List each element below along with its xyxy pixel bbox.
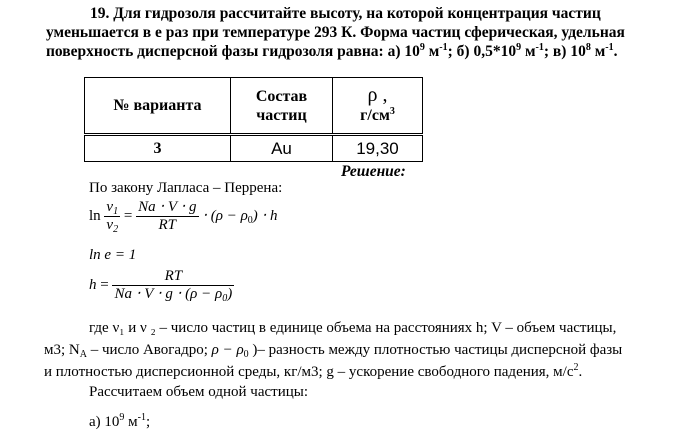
solution-label: Решение: [341,163,406,180]
header-density: ρ , $г/см^3$ [333,78,423,135]
calc-intro: Рассчитаем объем одной частицы: [89,384,309,400]
cell-composition: Au [231,135,333,162]
case-a: а) $10^9$ $м^{-1}$; [89,412,151,430]
cell-density: 19,30 [333,135,423,162]
explanation-line-1: где ν₁ и ν ₂ – число частиц в единице объема на расстояниях h; V – объем частицы, [89,320,617,336]
problem-line-3: поверхность дисперсной фазы гидрозоля равна: а) $10^9$ $м^{-1}$; б) $0,5*10^9$ $м^{-1}$; в) $10^8$ $м^{-1}$. [46,42,618,60]
formula-height: h = $\frac{RT}{Na \cdot V \cdot g \cdot (\rho - \rho_0)}$ [89,268,233,304]
explanation-line-2: м3; $N_A$ – число Авогадро; $\rho - \rho_0$ )– разность между плотностью частицы дисперсной фазы [44,342,623,360]
problem-line-2: уменьшается в е раз при температуре 293 К. Форма частиц сферическая, удельная [46,24,625,41]
formula-laplace-perrin: ln $\frac{\nu_1}{\nu_2}$ = $\frac{Na \cdot V \cdot g}{RT}$ ⋅ $(\rho - \rho_0) \cdot h$ [89,199,278,235]
table-header-row [85,78,423,135]
header-variant: № варианта [85,78,231,135]
law-intro: По закону Лапласа – Перрена: [89,180,283,196]
header-composition: Состав частиц [231,78,333,135]
cell-variant: 3 [85,135,231,162]
variant-table [84,77,423,162]
table-row [85,135,423,162]
formula-ln-e: ln e = 1 [89,247,137,263]
explanation-line-3: и плотностью дисперсионной среды, кг/м3; g – ускорение свободного падения, $м/с^2$. [44,362,583,380]
problem-line-1: 19. Для гидрозоля рассчитайте высоту, на которой концентрация частиц [90,5,601,22]
